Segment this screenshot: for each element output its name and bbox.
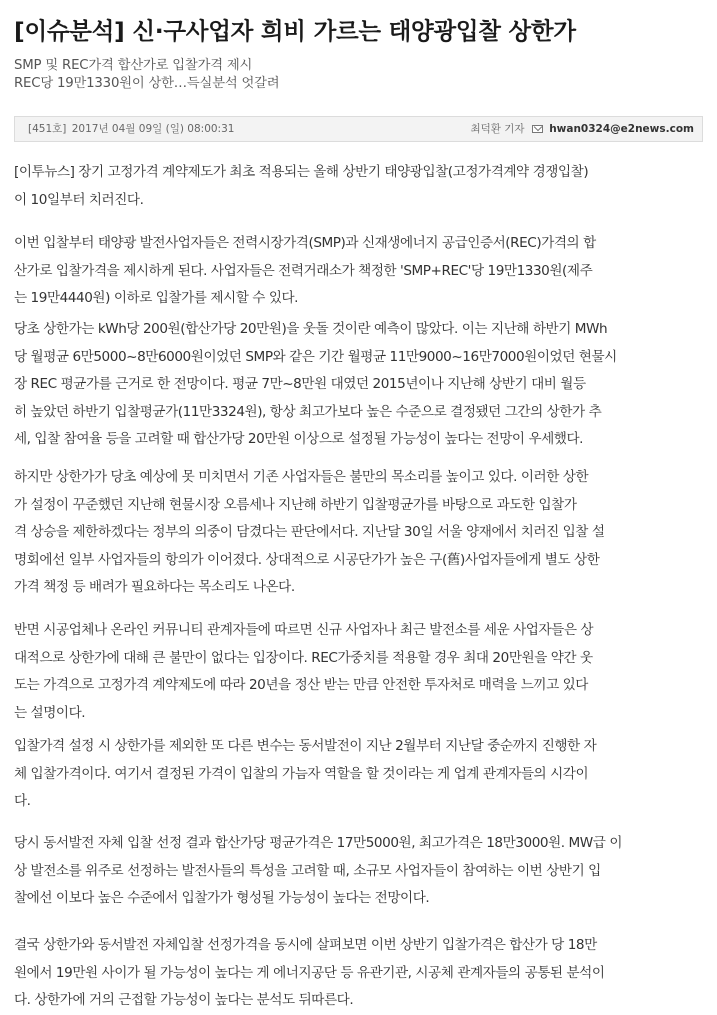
paragraph-line: 원에서 19만원 사이가 될 가능성이 높다는 게 에너지공단 등 유관기관, 시공체 관계자들의 공통된 분석이 (14, 964, 605, 981)
paragraph-line: 입찰가격 설정 시 상한가를 제외한 또 다른 변수는 동서발전이 지난 2월부터 지난달 중순까지 진행한 자 (14, 738, 597, 754)
paragraph-line: 당초 상한가는 kWh당 200원(합산가당 20만원)을 웃돌 것이란 예측이 많았다. 이는 지난해 하반기 MWh (14, 321, 608, 337)
issue-number: [451호] (28, 123, 67, 135)
paragraph-line: 다. (14, 793, 31, 809)
mail-icon[interactable] (532, 125, 543, 133)
reporter-email-link[interactable]: hwan0324@e2news.com (549, 123, 694, 135)
paragraph-line: 결국 상한가와 동서발전 자체입찰 선정가격을 동시에 살펴보면 이번 상반기 입찰가격은 합산가 당 18만 (14, 937, 597, 953)
paragraph-line: 세, 입찰 참여율 등을 고려할 때 합산가당 20만원 이상으로 설정될 가능성이 높다는 전망이 우세했다. (14, 431, 584, 447)
publish-datetime: 2017년 04월 09일 (일) 08:00:31 (71, 123, 235, 135)
paragraph-line: 하지만 상한가가 당초 예상에 못 미치면서 기존 사업자들은 불만의 목소리를 높이고 있다. 이러한 상한 (14, 469, 589, 485)
article-meta-bar (14, 116, 703, 142)
paragraph-line: [이투뉴스] 장기 고정가격 계약제도가 최초 적용되는 올해 상반기 태양광입찰(고정가격계약 경쟁입찰) (14, 164, 589, 180)
article-paragraph-8 (14, 932, 709, 1015)
article-paragraph-3 (14, 316, 709, 454)
article-meta-left (28, 117, 236, 141)
paragraph-line: 다. 상한가에 거의 근접할 가능성이 높다는 분석도 뒤따른다. (14, 992, 354, 1008)
paragraph-line: 당 월평균 6만5000~8만6000원이었던 SMP와 같은 기간 월평균 11만9000~16만7000원이었던 현물시 (14, 348, 617, 365)
paragraph-line: 찰에선 이보다 높은 수준에서 입찰가가 형성될 가능성이 높다는 전망이다. (14, 890, 430, 906)
article-meta-right (470, 117, 694, 141)
article-subtitle-1: SMP 및 REC가격 합산가로 입찰가격 제시 (14, 58, 253, 73)
article-paragraph-5 (14, 617, 709, 727)
paragraph-line: 이 10일부터 치러진다. (14, 191, 144, 208)
paragraph-line: 는 19만4440원) 이하로 입찰가를 제시할 수 있다. (14, 290, 299, 306)
paragraph-line: 반면 시공업체나 온라인 커뮤니티 관계자들에 따르면 신규 사업자나 최근 발전소를 세운 사업자들은 상 (14, 622, 594, 638)
paragraph-line: 당시 동서발전 자체 입찰 선정 결과 합산가당 평균가격은 17만5000원, 최고가격은 18만3000원. MW급 이 (14, 835, 623, 851)
paragraph-line: 격 상승을 제한하겠다는 정부의 의중이 담겼다는 판단에서다. 지난달 30일 서울 양재에서 치러진 입찰 설 (14, 524, 605, 540)
article-paragraph-1 (14, 159, 709, 214)
paragraph-line: 장 REC 평균가를 근거로 한 전망이다. 평균 7만~8만원 대였던 2015년이나 지난해 상반기 대비 월등 (14, 376, 586, 392)
paragraph-line: 대적으로 상한가에 대해 큰 불만이 없다는 입장이다. REC가중치를 적용할 경우 최대 20만원을 약간 웃 (14, 649, 593, 666)
paragraph-line: 가 설정이 꾸준했던 지난해 현물시장 오름세나 지난해 하반기 입찰평균가를 바탕으로 과도한 입찰가 (14, 496, 577, 513)
article-paragraph-7 (14, 830, 709, 913)
article-paragraph-6 (14, 733, 709, 816)
paragraph-line: 이번 입찰부터 태양광 발전사업자들은 전력시장가격(SMP)과 신재생에너지 공급인증서(REC)가격의 합 (14, 235, 596, 251)
paragraph-line: 는 설명이다. (14, 704, 86, 721)
paragraph-line: 체 입찰가격이다. 여기서 결정된 가격이 입찰의 가늠자 역할을 할 것이라는 게 업계 관계자들의 시각이 (14, 765, 589, 782)
paragraph-line: 상 발전소를 위주로 선정하는 발전사들의 특성을 고려할 때, 소규모 사업자들이 참여하는 이번 상반기 입 (14, 862, 601, 879)
article-subtitle-2: REC당 19만1330원이 상한…득실분석 엇갈려 (14, 76, 280, 91)
paragraph-line: 히 높았던 하반기 입찰평균가(11만3324원), 항상 최고가보다 높은 수준으로 결정됐던 그간의 상한가 추 (14, 403, 602, 420)
article-paragraph-4 (14, 464, 709, 602)
article-headline: [이슈분석] 신·구사업자 희비 가르는 태양광입찰 상한가 (14, 17, 576, 45)
paragraph-line: 산가로 입찰가격을 제시하게 된다. 사업자들은 전력거래소가 책정한 'SMP+REC'당 19만1330원(제주 (14, 262, 593, 279)
paragraph-line: 도는 가격으로 고정가격 계약제도에 따라 20년을 정산 받는 만큼 안전한 투자처로 매력을 느끼고 있다 (14, 677, 588, 693)
reporter-name: 최덕환 기자 (470, 123, 525, 135)
paragraph-line: 명회에선 일부 사업자들의 항의가 이어졌다. 상대적으로 시공단가가 높은 구(舊)사업자들에게 별도 상한 (14, 551, 600, 568)
article-paragraph-2 (14, 230, 709, 313)
paragraph-line: 가격 책정 등 배려가 필요하다는 목소리도 나온다. (14, 579, 295, 595)
